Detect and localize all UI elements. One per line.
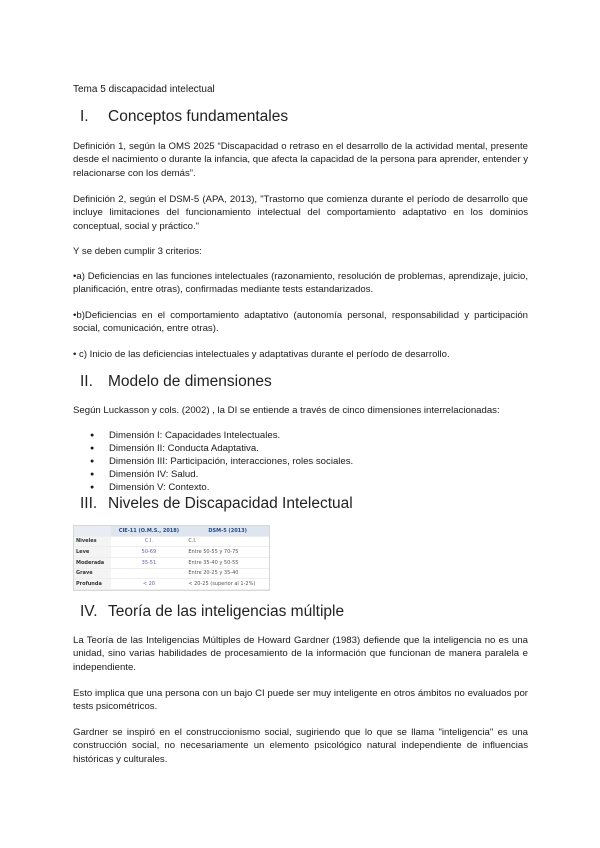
list-item: ● Dimensión I: Capacidades Intelectuales.: [90, 429, 353, 442]
paragraph-criterion-c: • c) Inicio de las deficiencias intelectuales y adaptativas durante el período de desarrollo.: [73, 349, 450, 360]
table-row: [74, 536, 269, 547]
paragraph-gardner-1: La Teoría de las Inteligencias Múltiples de Howard Gardner (1983) defiende que la inteligencia no es una unidad, sino varias habilidades de procesamiento de la información que funcionan de manera paralela e independiente.: [73, 635, 528, 673]
section-title: Teoría de las inteligencias múltiple: [108, 603, 345, 620]
section-number: I.: [80, 108, 89, 125]
table-cell: Moderada: [74, 557, 111, 568]
table-header-cell: CIE-11 (O.M.S., 2018): [111, 526, 186, 536]
section-heading-4: [80, 603, 344, 621]
table-row: [74, 557, 269, 568]
section-number: IV.: [80, 603, 98, 620]
list-item: ● Dimensión V: Contexto.: [90, 481, 353, 494]
paragraph-gardner-2: Esto implica que una persona con un bajo CI puede ser muy inteligente en otros ámbitos no evaluados por tests psicométricos.: [73, 688, 528, 713]
paragraph-criterion-b: •b)Deficiencias en el comportamiento adaptativo (autonomía personal, responsabilidad y participación social, comunicación, entre otras).: [73, 310, 528, 335]
section-heading-3: [80, 495, 353, 513]
section-title: Conceptos fundamentales: [108, 108, 289, 125]
paragraph-luckasson: Según Luckasson y cols. (2002) , la DI se entiende a través de cinco dimensiones interrelacionadas:: [73, 405, 500, 416]
list-item: ● Dimensión IV: Salud.: [90, 468, 353, 481]
section-heading-1: [80, 108, 288, 126]
levels-table: [74, 526, 269, 590]
section-number: II.: [80, 373, 93, 390]
section-number: III.: [80, 495, 98, 512]
section-title: Modelo de dimensiones: [108, 373, 272, 390]
table-cell: 35-51: [111, 557, 186, 568]
list-item: ● Dimensión III: Participación, interacciones, roles sociales.: [90, 455, 353, 468]
paragraph-definition-2: Definición 2, según el DSM-5 (APA, 2013), "Trastorno que comienza durante el período de desarrollo que incluye limitaciones del funcionamiento intelectual del comportamiento adaptativo en los dominios conceptual, social y práctico.": [73, 194, 528, 232]
table-cell: < 20-25 (superior al 1-2%): [186, 579, 269, 590]
table-row: [74, 568, 269, 579]
table-header-cell: DSM-5 (2013): [186, 526, 269, 536]
document-title: Tema 5 discapacidad intelectual: [73, 84, 215, 95]
section-title: Niveles de Discapacidad Intelectual: [108, 495, 353, 512]
table-header-row: [74, 526, 269, 536]
table-cell: Niveles: [74, 536, 111, 547]
table-cell: Entre 35-40 y 50-55: [186, 557, 269, 568]
paragraph-criterion-a: •a) Deficiencias en las funciones intelectuales (razonamiento, resolución de problemas, aprendizaje, juicio, planificación, entre otras), confirmadas mediante tests estandarizados.: [73, 271, 528, 296]
paragraph-criteria-intro: Y se deben cumplir 3 criterios:: [73, 246, 202, 257]
table-cell: C.I.: [186, 536, 269, 547]
levels-table-image: [73, 525, 270, 591]
paragraph-gardner-3: Gardner se inspiró en el construccionismo social, sugiriendo que lo que se llama "inteligencia" es una construcción social, no necesariamente un elemento psicológico natural independiente de influencias históricas y culturales.: [73, 727, 528, 765]
table-header-cell: [74, 526, 111, 536]
paragraph-definition-1: Definición 1, según la OMS 2025 “Discapacidad o retraso en el desarrollo de la actividad mental, presente desde el nacimiento o durante la infancia, que afecta la capacidad de la persona para aprender, entender y relacionarse con los demás”.: [73, 141, 528, 179]
dimensions-list: [90, 429, 353, 494]
table-row: [74, 579, 269, 590]
section-heading-2: [80, 373, 272, 391]
table-cell: Grave: [74, 568, 111, 579]
table-cell: [111, 568, 186, 579]
table-cell: < 20: [111, 579, 186, 590]
list-item: ● Dimensión II: Conducta Adaptativa.: [90, 442, 353, 455]
table-row: [74, 547, 269, 558]
table-cell: Leve: [74, 547, 111, 558]
table-cell: Entre 20-25 y 35-40: [186, 568, 269, 579]
table-cell: Profunda: [74, 579, 111, 590]
table-cell: 50-69: [111, 547, 186, 558]
table-cell: Entre 50-55 y 70-75: [186, 547, 269, 558]
table-cell: C.I.: [111, 536, 186, 547]
